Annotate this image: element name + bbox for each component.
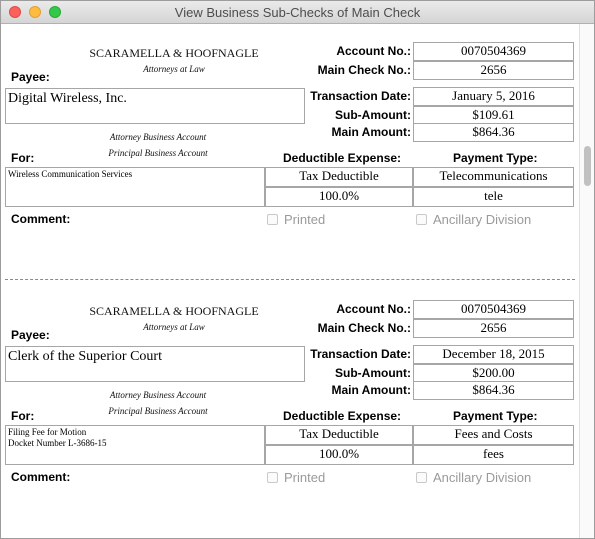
memo-field[interactable]: Filing Fee for Motion Docket Number L-3686-15 [5,425,265,465]
main-amount-field[interactable]: $864.36 [413,381,574,400]
payment-code-field[interactable]: fees [413,445,574,465]
firm-subtitle: Attorneys at Law [143,322,205,332]
main-amount-label: Main Amount: [331,383,411,397]
vertical-scrollbar[interactable] [579,24,595,538]
sub-checks-list [1,24,579,538]
account-line-2: Principal Business Account [108,148,208,158]
sub-amount-field[interactable]: $109.61 [413,106,574,125]
payee-field[interactable]: Digital Wireless, Inc. [5,88,305,124]
main-check-no-label: Main Check No.: [317,63,411,77]
for-label: For: [11,409,35,423]
account-no-label: Account No.: [336,44,411,58]
sub-check [1,282,579,517]
deductible-expense-label: Deductible Expense: [283,151,402,165]
comment-label: Comment: [11,212,71,226]
checkbox-box[interactable] [267,214,278,225]
check-divider [5,279,575,280]
for-label: For: [11,151,35,165]
ancillary-division-checkbox[interactable] [416,212,531,227]
payee-label: Payee: [11,70,50,84]
account-line-1: Attorney Business Account [109,390,207,400]
scrollbar-thumb[interactable] [584,146,591,186]
deductible-expense-label: Deductible Expense: [283,409,402,423]
payment-type-label: Payment Type: [453,151,538,165]
window-title: View Business Sub-Checks of Main Check [174,5,421,20]
printed-label: Printed [284,212,326,227]
main-check-no-label: Main Check No.: [317,321,411,335]
payment-type-field[interactable]: Fees and Costs [413,425,574,445]
memo-field[interactable]: Wireless Communication Services [5,167,265,207]
ancillary-division-label: Ancillary Division [433,470,532,485]
main-amount-label: Main Amount: [331,125,411,139]
transaction-date-label: Transaction Date: [310,347,411,361]
sub-amount-field[interactable]: $200.00 [413,364,574,383]
main-check-no-field[interactable]: 2656 [413,319,574,338]
account-line-2: Principal Business Account [108,406,208,416]
sub-amount-label: Sub-Amount: [335,108,411,122]
firm-name: SCARAMELLA & HOOFNAGLE [89,304,259,318]
title-bar[interactable] [1,1,594,24]
checkbox-box[interactable] [416,472,427,483]
deductible-expense-field[interactable]: Tax Deductible [265,167,413,187]
account-no-label: Account No.: [336,302,411,316]
printed-label: Printed [284,470,326,485]
main-amount-field[interactable]: $864.36 [413,123,574,142]
ancillary-division-label: Ancillary Division [433,212,532,227]
firm-name: SCARAMELLA & HOOFNAGLE [89,46,259,60]
transaction-date-field[interactable]: January 5, 2016 [413,87,574,106]
payee-field[interactable]: Clerk of the Superior Court [5,346,305,382]
comment-label: Comment: [11,470,71,484]
deductible-percent-field[interactable]: 100.0% [265,445,413,465]
account-no-field[interactable]: 0070504369 [413,42,574,61]
transaction-date-field[interactable]: December 18, 2015 [413,345,574,364]
checkbox-box[interactable] [416,214,427,225]
account-line-1: Attorney Business Account [109,132,207,142]
payment-type-label: Payment Type: [453,409,538,423]
main-check-no-field[interactable]: 2656 [413,61,574,80]
firm-subtitle: Attorneys at Law [143,64,205,74]
sub-amount-label: Sub-Amount: [335,366,411,380]
checkbox-box[interactable] [267,472,278,483]
account-no-field[interactable]: 0070504369 [413,300,574,319]
printed-checkbox[interactable] [267,470,325,485]
ancillary-division-checkbox[interactable] [416,470,531,485]
deductible-percent-field[interactable]: 100.0% [265,187,413,207]
payment-type-field[interactable]: Telecommunications [413,167,574,187]
transaction-date-label: Transaction Date: [310,89,411,103]
payment-code-field[interactable]: tele [413,187,574,207]
sub-check [1,24,579,259]
printed-checkbox[interactable] [267,212,325,227]
deductible-expense-field[interactable]: Tax Deductible [265,425,413,445]
payee-label: Payee: [11,328,50,342]
